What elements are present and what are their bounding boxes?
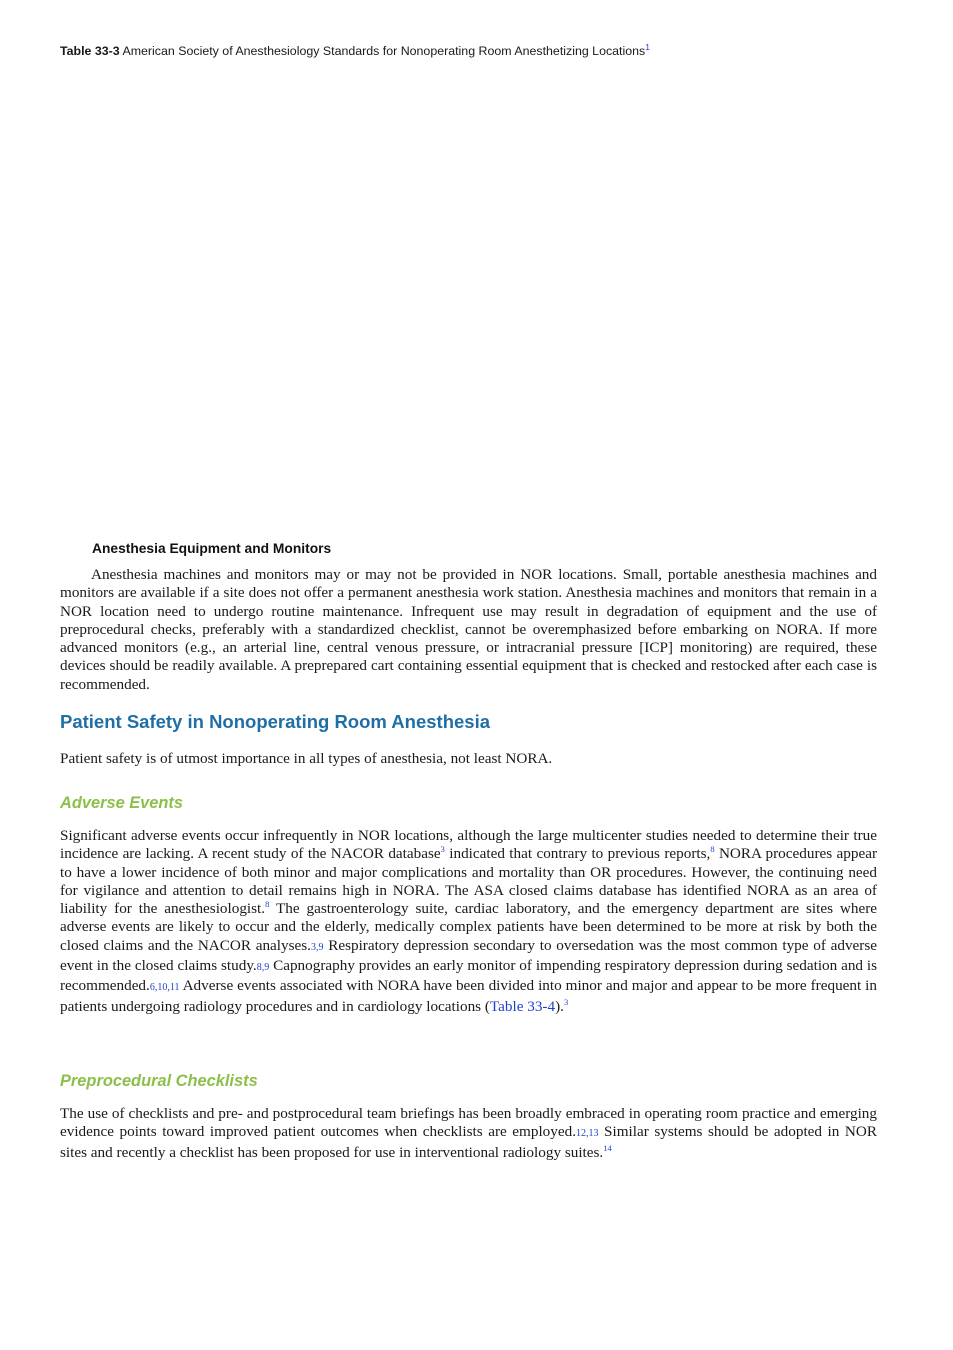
table-caption [60, 41, 900, 58]
text-run: Capnography provides an early monitor of impending respiratory depression during sedation and is recommended. [60, 957, 878, 995]
checklists-heading: Preprocedural Checklists [60, 1072, 258, 1090]
table-link[interactable]: Table 33-4 [489, 997, 556, 1015]
reference-link[interactable]: 3 [440, 844, 445, 855]
equipment-paragraph: Anesthesia machines and monitors may or may not be provided in NOR locations. Small, portable anesthesia machines and monitors are available if a site does not offer a permanent anesthesia work station. Anesthesia machines and monitors that remain in a NOR location need to undergo routine maintenance. Infrequent use may result in degradation of equipment and the use of preprocedural checks, preferably with a standardized checklist, cannot be overemphasized before embarking on NORA. If more advanced monitors (e.g., an arterial line, central venous pressure, or intracranial pressure [ICP] monitoring) are required, these devices should be readily available. A preprepared cart containing essential equipment that is checked and restocked after each case is recommended. [60, 566, 877, 693]
reference-link[interactable]: 3 [563, 996, 569, 1007]
text-run: The use of checklists and pre- and postprocedural team briefings has been broadly embraced in operating room practice and emerging evidence points toward improved patient outcomes when checklists are employed. [60, 1105, 877, 1141]
text-run: Respiratory depression secondary to oversedation was the most common type of adverse event in the closed claims study. [60, 936, 877, 975]
patient-safety-heading: Patient Safety in Nonoperating Room Anesthesia [60, 711, 491, 732]
adverse-events-paragraph [60, 827, 877, 1016]
text-run: ). [555, 997, 564, 1015]
reference-link[interactable]: 1 [645, 41, 650, 52]
patient-safety-intro: Patient safety is of utmost importance in all types of anesthesia, not least NORA. [60, 750, 553, 767]
text-run: Similar systems should be adopted in NOR sites and recently a checklist has been proposed for use in interventional radiology suites. [60, 1123, 877, 1161]
reference-link[interactable]: 8,9 [256, 962, 270, 974]
reference-link[interactable]: 14 [603, 1142, 612, 1153]
reference-link[interactable]: 6,10,11 [149, 982, 180, 994]
text-run: Adverse events associated with NORA have been divided into minor and major and appear to be more frequent in patients undergoing radiology procedures and in cardiology locations ( [60, 977, 877, 1015]
equipment-heading: Anesthesia Equipment and Monitors [92, 541, 332, 556]
reference-link[interactable]: 8 [265, 899, 270, 910]
reference-link[interactable]: 12,13 [576, 1128, 599, 1140]
text-run: Significant adverse events occur infrequently in NOR locations, although the large multicenter studies needed to determine their true incidence are lacking. A recent study of the NACOR database [60, 827, 877, 863]
reference-link[interactable]: 3,9 [310, 941, 324, 953]
table-label: Table 33-3 [60, 44, 120, 58]
text-run: indicated that contrary to previous reports, [444, 845, 711, 863]
checklists-paragraph [60, 1105, 877, 1162]
adverse-events-heading: Adverse Events [60, 794, 183, 812]
reference-link[interactable]: 8 [710, 844, 715, 855]
text-run: The gastroenterology suite, cardiac laboratory, and the emergency department are sites where adverse events are likely to occur and the elderly, medically complex patients have been determined to be more at risk by both the closed claims and the NACOR analyses. [60, 900, 878, 954]
text-run: NORA procedures appear to have a lower incidence of both minor and major complications and mortality than OR procedures. However, the continuing need for vigilance and attention to detail remains high in NORA. The ASA closed claims database has identified NORA as an area of liability for the anesthesiologist. [60, 845, 877, 918]
table-title: American Society of Anesthesiology Standards for Nonoperating Room Anesthetizing Locations [119, 44, 646, 58]
